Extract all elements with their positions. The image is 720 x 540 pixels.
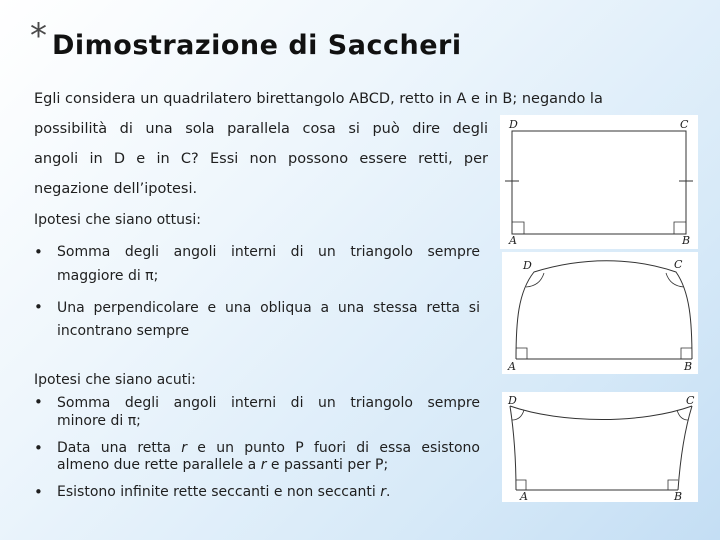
intro-line-3: angoli in D e in C? Essi non possono essere retti, per bbox=[34, 151, 488, 167]
label-b: B bbox=[674, 490, 683, 502]
acute-item-2-line-1: Data una retta r e un punto P fuori di essa esistono bbox=[57, 440, 480, 456]
intro-line-2: possibilità di una sola parallela cosa si può dire degli bbox=[34, 121, 488, 137]
label-c: C bbox=[674, 258, 683, 271]
bullet-glyph: • bbox=[34, 393, 43, 411]
label-b: B bbox=[684, 360, 693, 373]
label-a: A bbox=[508, 360, 516, 373]
figure-rectangle bbox=[500, 115, 698, 249]
label-a: A bbox=[509, 234, 517, 247]
figure-acute bbox=[502, 392, 698, 502]
bullet-glyph: • bbox=[34, 243, 43, 261]
obtuse-item-1-line-1: Somma degli angoli interni di un triangolo sempre bbox=[57, 244, 480, 260]
bullet-glyph: • bbox=[34, 483, 43, 501]
obtuse-item-2-line-2: incontrano sempre bbox=[57, 323, 190, 339]
intro-line-1: Egli considera un quadrilatero birettangolo ABCD, retto in A e in B; negando la bbox=[34, 91, 603, 107]
label-d: D bbox=[508, 394, 517, 407]
label-d: D bbox=[509, 118, 518, 131]
acute-item-1-line-2: minore di π; bbox=[57, 413, 141, 429]
acute-item-2-line-2: almeno due rette parallele a r e passanti per P; bbox=[57, 457, 389, 473]
obtuse-item-2-line-1: Una perpendicolare e una obliqua a una stessa retta si bbox=[57, 300, 480, 316]
label-b: B bbox=[682, 234, 691, 247]
label-c: C bbox=[686, 394, 695, 407]
intro-line-4: negazione dell’ipotesi. bbox=[34, 181, 198, 197]
acute-item-3-line-1: Esistono infinite rette seccanti e non seccanti r. bbox=[57, 484, 391, 500]
page-title: Dimostrazione di Saccheri bbox=[52, 30, 462, 61]
obtuse-item-1-line-2: maggiore di π; bbox=[57, 268, 159, 284]
bullet-glyph: • bbox=[34, 298, 43, 316]
figure-obtuse bbox=[502, 252, 698, 374]
acute-item-1-line-1: Somma degli angoli interni di un triangolo sempre bbox=[57, 395, 480, 411]
bullet-glyph: • bbox=[34, 439, 43, 457]
obtuse-heading: Ipotesi che siano ottusi: bbox=[34, 212, 201, 228]
title-asterisk: * bbox=[30, 16, 47, 56]
label-c: C bbox=[680, 118, 689, 131]
acute-heading: Ipotesi che siano acuti: bbox=[34, 372, 196, 388]
label-a: A bbox=[520, 490, 528, 502]
label-d: D bbox=[523, 259, 532, 272]
